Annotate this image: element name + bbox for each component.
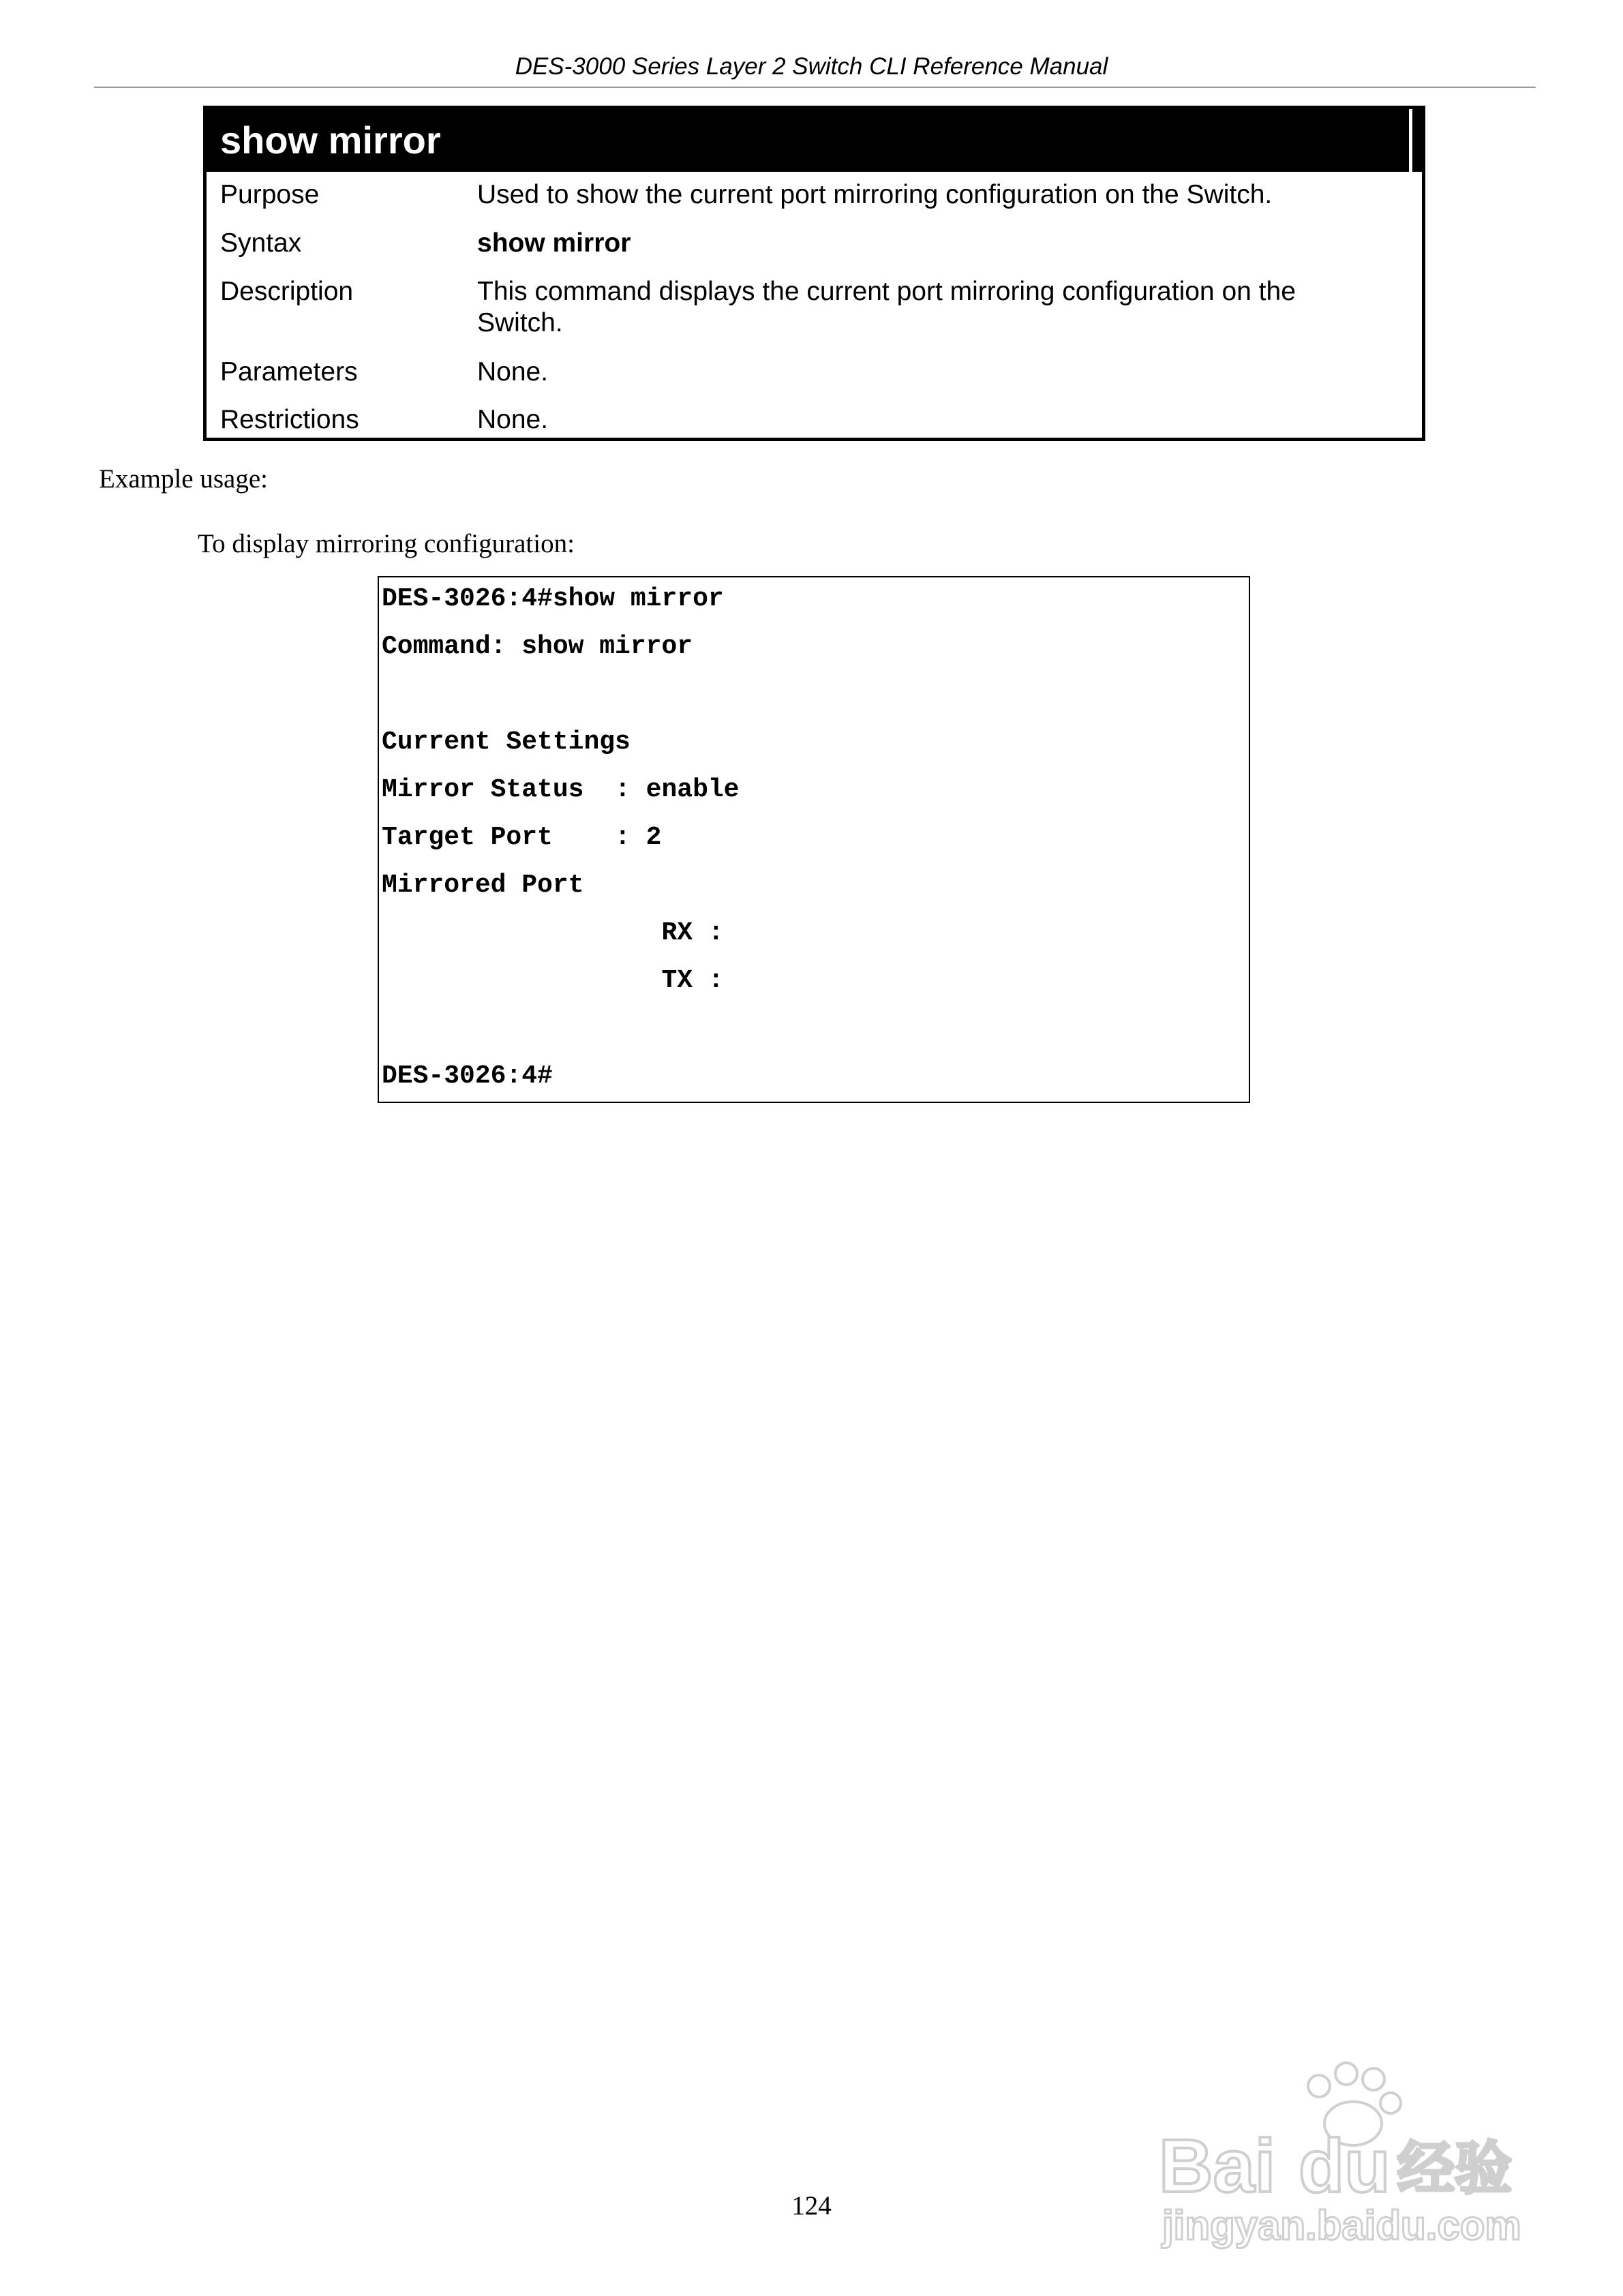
svg-text:du: du xyxy=(1299,2124,1391,2208)
example-heading: Example usage: xyxy=(99,464,268,494)
svg-text:Bai: Bai xyxy=(1159,2124,1276,2208)
row-value: This command displays the current port mirroring configuration on the Switch. xyxy=(477,277,1296,337)
command-title: show mirror xyxy=(220,119,441,162)
baidu-jingyan-watermark-logo xyxy=(1152,2052,1534,2250)
row-value: Used to show the current port mirroring configuration on the Switch. xyxy=(477,180,1273,209)
code-line: Current Settings xyxy=(382,727,631,757)
svg-text:jingyan.baidu.com: jingyan.baidu.com xyxy=(1162,2203,1521,2248)
page-number: 124 xyxy=(791,2191,832,2220)
running-header: DES-3000 Series Layer 2 Switch CLI Reference Manual xyxy=(515,53,1108,80)
row-value: None. xyxy=(477,357,549,387)
code-line: Mirrored Port xyxy=(382,871,584,900)
row-value: show mirror xyxy=(477,228,631,258)
code-line: DES-3026:4# xyxy=(382,1061,553,1091)
row-label: Parameters xyxy=(220,357,358,387)
svg-text:经验: 经验 xyxy=(1397,2135,1513,2202)
command-table xyxy=(203,106,1425,441)
row-label: Purpose xyxy=(220,180,320,209)
command-title-bar xyxy=(207,109,1422,172)
title-bar-divider xyxy=(1409,109,1412,172)
header-rule xyxy=(94,87,1536,88)
code-line: RX : xyxy=(382,918,724,948)
row-label: Restrictions xyxy=(220,405,359,434)
example-intro: To display mirroring configuration: xyxy=(198,529,575,558)
row-label: Description xyxy=(220,277,354,306)
row-value: None. xyxy=(477,405,549,434)
code-line: TX : xyxy=(382,966,724,995)
code-line: Command: show mirror xyxy=(382,632,693,661)
code-line: DES-3026:4#show mirror xyxy=(382,584,724,614)
code-line: Target Port : 2 xyxy=(382,823,662,852)
row-label: Syntax xyxy=(220,228,302,258)
code-line: Mirror Status : enable xyxy=(382,775,740,804)
code-example-box xyxy=(378,576,1250,1103)
